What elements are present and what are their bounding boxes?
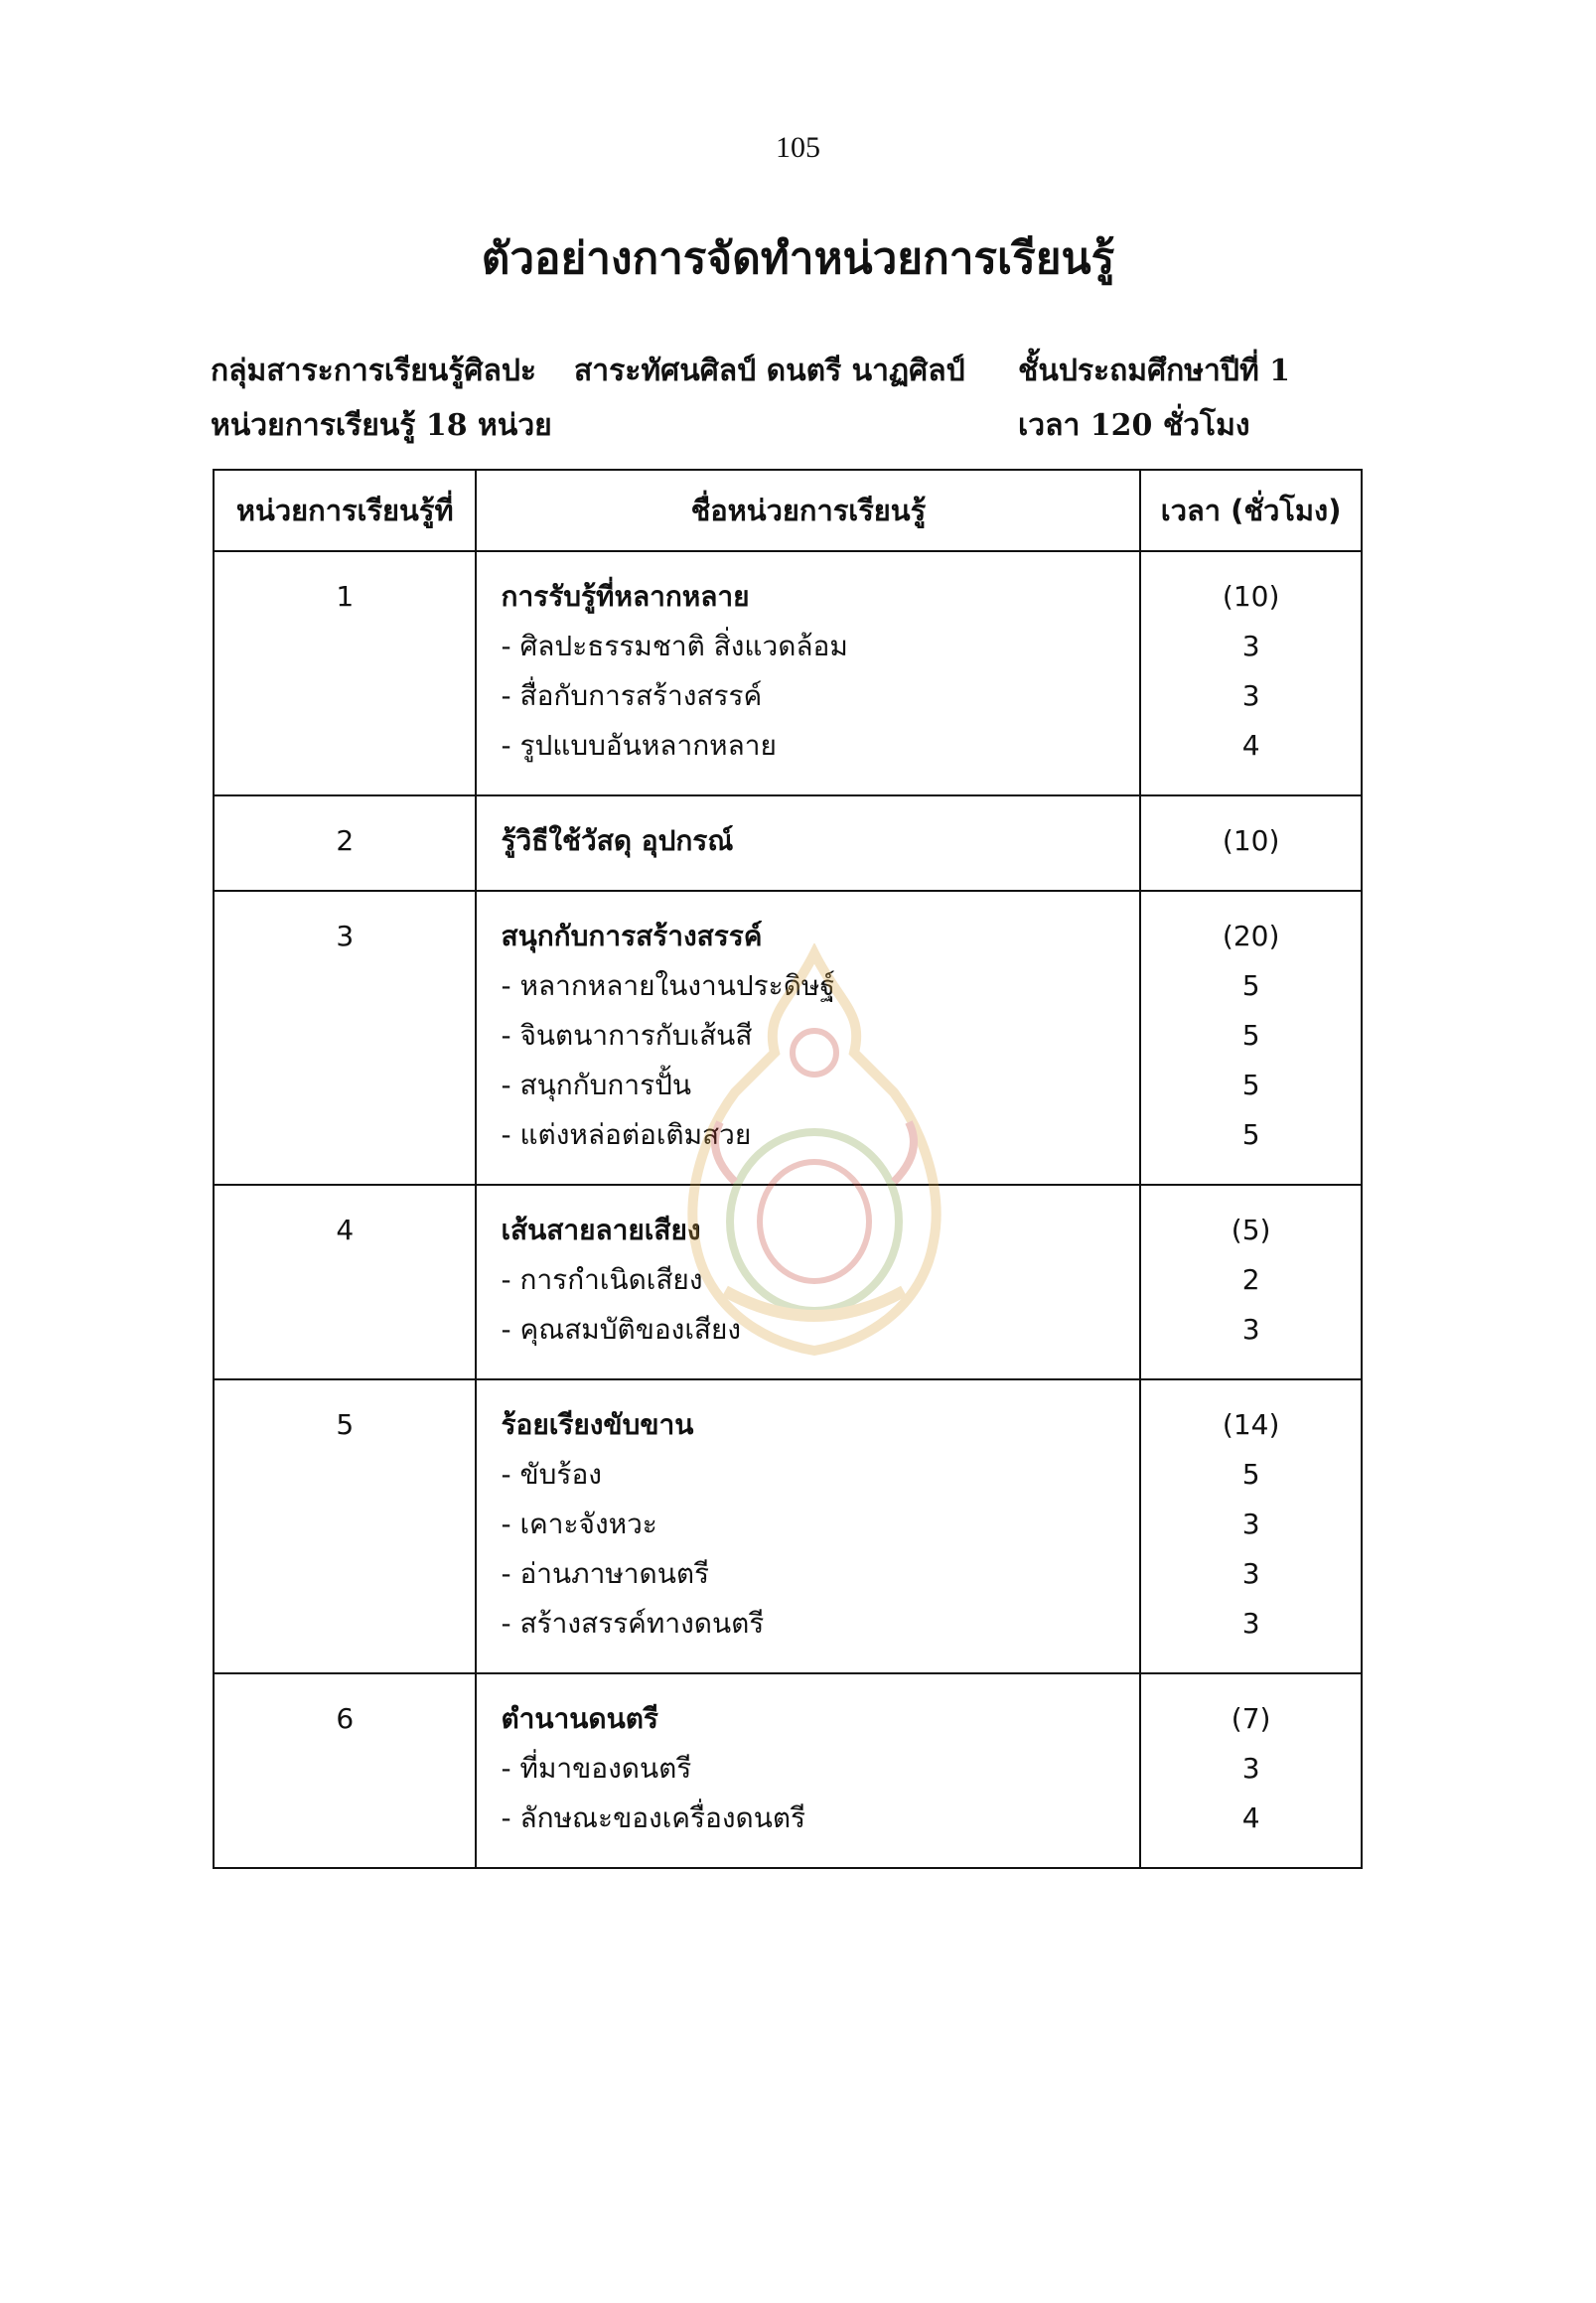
unit-title: สนุกกับการสร้างสรรค์ [501,920,763,952]
topic-hours: 5 [1241,1458,1260,1491]
unit-name-cell [476,1673,1140,1868]
strand-label: สาระทัศนศิลป์ ดนตรี นาฏศิลป์ [574,354,965,388]
unit-number-text: 1 [336,580,355,613]
topic-hours: 3 [1241,1313,1260,1346]
topic-hours: 5 [1241,1118,1260,1151]
topic-name: - สื่อกับการสร้างสรรค์ [501,679,763,712]
table-row [214,551,1362,795]
topic-name: - ที่มาของดนตรี [501,1752,692,1785]
grade-label: ชั้นประถมศึกษาปีที่ 1 [1018,354,1291,388]
unit-title: รู้วิธีใช้วัสดุ อุปกรณ์ [501,824,734,857]
unit-hours-cell [1140,891,1362,1185]
unit-number [214,795,476,891]
unit-number-text: 4 [336,1214,355,1246]
topic-name: - การกำเนิดเสียง [501,1263,703,1296]
topic-hours: 5 [1241,1069,1260,1101]
topic-name: - เคาะจังหวะ [501,1508,657,1540]
topic-name: - สร้างสรรค์ทางดนตรี [501,1607,765,1640]
page-title: ตัวอย่างการจัดทำหน่วยการเรียนรู้ [481,233,1115,284]
unit-name-cell [476,1379,1140,1673]
unit-number [214,1185,476,1379]
unit-title: เส้นสายลายเสียง [501,1214,701,1246]
topic-name: - อ่านภาษาดนตรี [501,1557,710,1590]
units-body [214,551,1362,1868]
topic-hours: 3 [1241,630,1260,662]
topic-name: - สนุกกับการปั้น [501,1069,692,1101]
unit-total-hours: (7) [1231,1702,1271,1735]
learning-units-table [213,469,1363,1869]
table-row [214,795,1362,891]
table-row [214,1673,1362,1868]
topic-name: - จินตนาการกับเส้นสี [501,1019,753,1052]
unit-total-hours: (10) [1222,824,1280,857]
unit-total-hours: (14) [1222,1408,1280,1441]
unit-hours-cell [1140,551,1362,795]
topic-hours: 4 [1241,729,1260,762]
topic-name: - คุณสมบัติของเสียง [501,1313,742,1346]
unit-title: การรับรู้ที่หลากหลาย [501,580,750,613]
topic-hours: 5 [1241,969,1260,1002]
topic-hours: 3 [1241,1557,1260,1590]
table-header-row [214,470,1362,551]
unit-number-text: 5 [336,1408,355,1441]
topic-name: - ขับร้อง [501,1458,602,1491]
topic-hours: 3 [1241,1752,1260,1785]
unit-hours-cell [1140,795,1362,891]
unit-number [214,1673,476,1868]
unit-name-cell [476,891,1140,1185]
unit-number [214,891,476,1185]
header-hours: เวลา (ชั่วโมง) [1140,470,1362,551]
header-unit-number: หน่วยการเรียนรู้ที่ [214,470,476,551]
total-time-label: เวลา 120 ชั่วโมง [1018,408,1250,443]
topic-hours: 5 [1241,1019,1260,1052]
table-row [214,1185,1362,1379]
topic-name: - แต่งหล่อต่อเติมสวย [501,1118,752,1151]
topic-name: - รูปแบบอันหลากหลาย [501,729,777,762]
topic-hours: 3 [1241,1607,1260,1640]
topic-hours: 3 [1241,1508,1260,1540]
topic-name: - ศิลปะธรรมชาติ สิ่งแวดล้อม [501,630,848,662]
unit-number [214,1379,476,1673]
table-row [214,891,1362,1185]
header-unit-name: ชื่อหน่วยการเรียนรู้ [476,470,1140,551]
unit-name-cell [476,795,1140,891]
topic-hours: 3 [1241,679,1260,712]
unit-number-text: 6 [336,1702,355,1735]
unit-hours-cell [1140,1379,1362,1673]
unit-total-hours: (10) [1222,580,1280,613]
unit-count-label: หน่วยการเรียนรู้ 18 หน่วย [211,408,552,443]
table-row [214,1379,1362,1673]
unit-number-text: 3 [336,920,355,952]
topic-hours: 4 [1241,1801,1260,1834]
unit-hours-cell [1140,1185,1362,1379]
unit-name-cell [476,1185,1140,1379]
page-number: 105 [776,131,820,164]
topic-hours: 2 [1241,1263,1260,1296]
unit-name-cell [476,551,1140,795]
unit-title: ตำนานดนตรี [501,1702,658,1735]
unit-total-hours: (20) [1222,920,1280,952]
learning-area-label: กลุ่มสาระการเรียนรู้ศิลปะ [211,354,536,388]
unit-hours-cell [1140,1673,1362,1868]
topic-name: - ลักษณะของเครื่องดนตรี [501,1801,806,1834]
unit-total-hours: (5) [1231,1214,1271,1246]
unit-number [214,551,476,795]
topic-name: - หลากหลายในงานประดิษฐ์ [501,969,835,1002]
unit-number-text: 2 [336,824,355,857]
unit-title: ร้อยเรียงขับขาน [501,1408,694,1441]
